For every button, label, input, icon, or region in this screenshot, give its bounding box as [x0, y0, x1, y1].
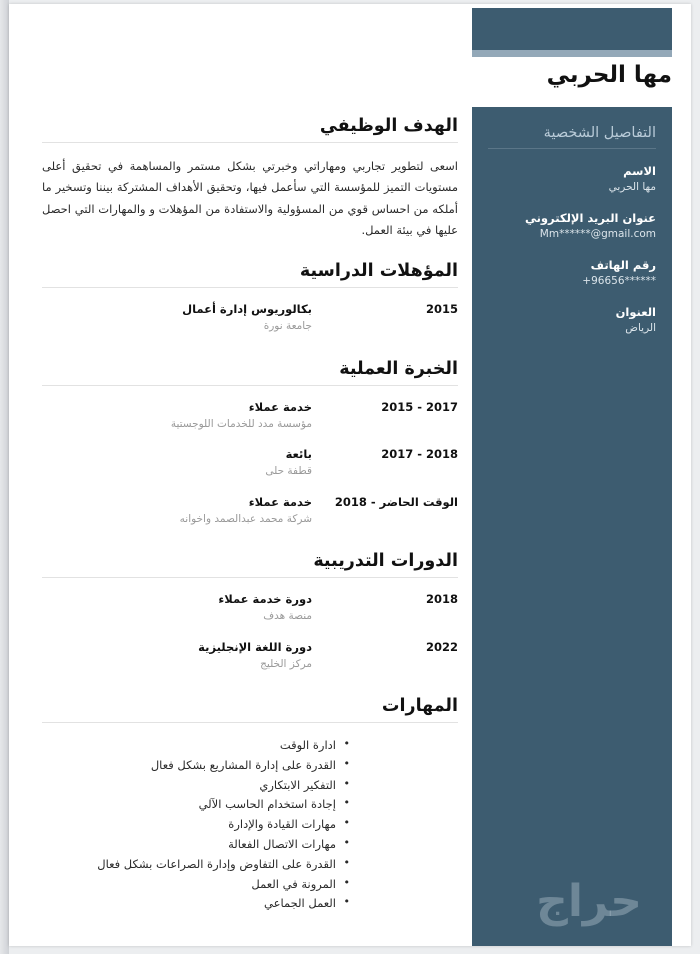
entry-title: بكالوريوس إدارة أعمال: [182, 302, 312, 317]
detail-item-phone: [488, 257, 656, 290]
education-entry: [42, 301, 458, 335]
page-background-edge: [0, 0, 9, 954]
experience-entry: [42, 446, 458, 480]
section-objective: [42, 116, 458, 241]
entry-subtitle: مؤسسة مدد للخدمات اللوجستية: [170, 417, 312, 430]
header-color-block: [472, 8, 672, 50]
section-divider: [42, 577, 458, 578]
section-courses: [42, 551, 458, 672]
skill-item: • مهارات الاتصال الفعالة: [42, 835, 350, 855]
detail-item-email: [488, 210, 656, 243]
entry-body: [42, 494, 312, 528]
detail-label: العنوان: [615, 305, 656, 319]
skill-item: • العمل الجماعي: [42, 894, 350, 914]
detail-value: +96656******: [582, 275, 656, 288]
entry-date: 2018: [425, 592, 458, 607]
entry-subtitle: جامعة نورة: [263, 320, 312, 333]
detail-value: مها الحربي: [608, 181, 656, 194]
section-divider: [42, 142, 458, 143]
skill-item: • إجادة استخدام الحاسب الآلي: [42, 795, 350, 815]
entry-date: 2015: [425, 302, 458, 317]
entry-date: الوقت الحاضر - 2018: [334, 494, 458, 509]
entry-title: خدمة عملاء: [248, 399, 312, 414]
entry-body: [42, 446, 312, 480]
skill-item: • المرونة في العمل: [42, 875, 350, 895]
entry-subtitle: منصة هدف: [263, 610, 312, 623]
resume-page: [9, 4, 691, 946]
detail-label: عنوان البريد الإلكتروني: [524, 211, 656, 225]
sidebar-heading: التفاصيل الشخصية: [543, 125, 656, 141]
skill-item: • مهارات القيادة والإدارة: [42, 815, 350, 835]
detail-label: رقم الهاتف: [590, 258, 656, 272]
course-entry: [42, 639, 458, 673]
entry-date: 2017 - 2018: [381, 447, 458, 462]
entry-date: 2015 - 2017: [381, 399, 458, 414]
skill-item: • ادارة الوقت: [42, 736, 350, 756]
entry-title: بائعة: [285, 447, 312, 462]
section-experience: [42, 359, 458, 528]
header-accent-band: [472, 50, 672, 57]
section-heading: الدورات التدريبية: [313, 551, 458, 572]
section-heading: الهدف الوظيفي: [319, 116, 458, 136]
section-divider: [42, 385, 458, 386]
section-divider: [42, 722, 458, 723]
detail-item-name: [488, 163, 656, 196]
site-watermark: [458, 872, 648, 926]
entry-date: 2022: [425, 639, 458, 654]
candidate-name: مها الحربي: [546, 62, 672, 88]
experience-entry: [42, 494, 458, 528]
skills-list: [42, 736, 458, 914]
skill-item: • القدرة على التفاوض وإدارة الصراعات بشكل فعال: [42, 855, 350, 875]
course-entry: [42, 591, 458, 625]
entry-body: [42, 591, 312, 625]
section-heading: المؤهلات الدراسية: [299, 261, 458, 282]
section-heading: المهارات: [381, 696, 458, 717]
entry-subtitle: مركز الخليج: [260, 657, 312, 670]
entry-title: خدمة عملاء: [248, 494, 312, 509]
sidebar-heading-divider: [488, 148, 656, 149]
detail-item-address: [488, 304, 656, 337]
entry-body: [42, 639, 312, 673]
skill-item: • القدرة على إدارة المشاريع بشكل فعال: [42, 756, 350, 776]
entry-title: دورة اللغة الإنجليزية: [198, 639, 312, 654]
entry-title: دورة خدمة عملاء: [218, 592, 312, 607]
entry-body: [42, 301, 312, 335]
section-skills: [42, 696, 458, 914]
detail-value: الرياض: [625, 322, 656, 335]
entry-body: [42, 399, 312, 433]
personal-details-sidebar: [472, 107, 672, 946]
detail-label: الاسم: [623, 164, 656, 178]
objective-paragraph: اسعى لتطوير تجاربي ومهاراتي وخبرتي بشكل مستمر والمساهمة في تحقيق أعلى مستويات التميز للمؤسسة التي سأعمل فيها، وتحقيق الأهداف المشتركة بيننا وتسخير ما أملكه من احساس قوي من المسؤولية والاستفادة من المؤهلات و والمهارات التي احصل عليها في بيئة العمل.: [42, 159, 458, 237]
entry-subtitle: قطفة حلى: [265, 465, 312, 478]
entry-subtitle: شركة محمد عبدالصمد واخوانه: [179, 512, 312, 525]
experience-entry: [42, 399, 458, 433]
section-education: [42, 261, 458, 335]
watermark-text: حراج: [536, 876, 642, 927]
detail-value: Mm******@gmail.com: [539, 228, 656, 241]
section-heading: الخبرة العملية: [339, 358, 458, 379]
resume-main-column: [42, 4, 458, 918]
section-divider: [42, 287, 458, 288]
skill-item: • التفكير الابتكاري: [42, 776, 350, 796]
